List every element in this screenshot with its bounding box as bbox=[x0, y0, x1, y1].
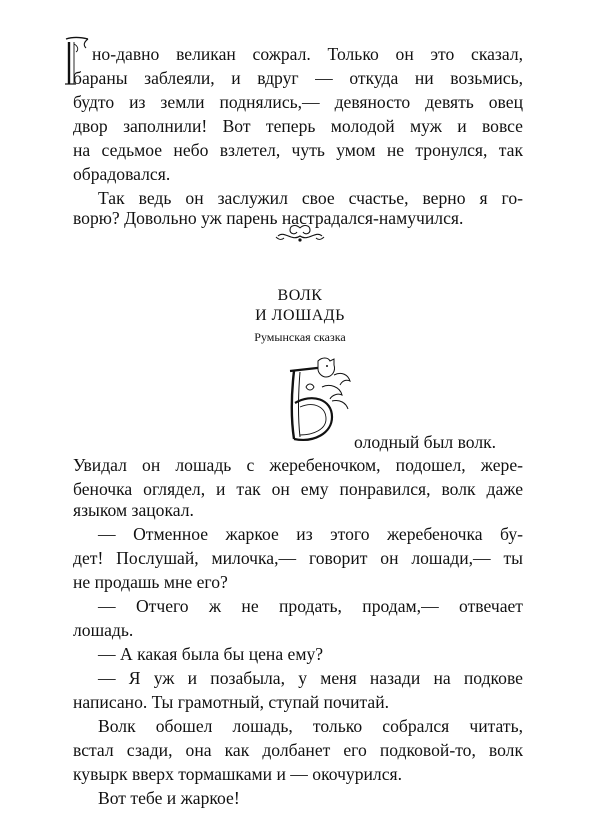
text-line: Увидал он лошадь с жеребеночком, подошел, жере- bbox=[73, 455, 523, 475]
text-line: — Я уж и позабыла, у меня назади на подкове bbox=[98, 668, 523, 688]
story-title-line1: ВОЛК bbox=[277, 287, 323, 304]
ornamental-initial-b-wolf bbox=[282, 357, 354, 447]
story-title-line2: И ЛОШАДЬ bbox=[255, 307, 345, 324]
text-line: двор заполнили! Вот теперь молодой муж и вовсе bbox=[73, 116, 523, 136]
text-line: но-давно великан сожрал. Только он это сказал, bbox=[92, 44, 523, 64]
text-line: — Отменное жаркое из этого жеребеночка бу- bbox=[98, 524, 523, 544]
text-line: языком зацокал. bbox=[73, 500, 194, 520]
ornament-divider-icon bbox=[270, 222, 330, 246]
text-line: встал сзади, она как долбанет его подковой-то, волк bbox=[73, 740, 523, 760]
text-line: Волк обошел лошадь, только собрался читать, bbox=[98, 716, 523, 736]
text-line: олодный был волк. bbox=[354, 432, 497, 452]
text-line: ворю? Довольно уж парень настрадался-намучился. bbox=[73, 208, 464, 228]
text-line: не продашь мне его? bbox=[73, 572, 228, 592]
text-line: беночка оглядел, и так он ему понравился, волк даже bbox=[73, 479, 523, 499]
text-line: на седьмое небо взлетел, чуть умом не тронулся, так bbox=[73, 140, 523, 160]
text-line: кувырк вверх тормашками и — окочурился. bbox=[73, 764, 403, 784]
text-line: Так ведь он заслужил свое счастье, верно я го- bbox=[98, 188, 523, 208]
text-line: будто из земли поднялись,— девяносто девять овец bbox=[73, 92, 523, 112]
text-line: обрадовался. bbox=[73, 164, 171, 184]
text-line: — Отчего ж не продать, продам,— отвечает bbox=[98, 596, 523, 616]
text-line: — А какая была бы цена ему? bbox=[98, 644, 324, 664]
story-subtitle: Румынская сказка bbox=[254, 330, 346, 344]
text-line: лошадь. bbox=[73, 620, 134, 640]
text-line: дет! Послушай, милочка,— говорит он лошади,— ты bbox=[73, 548, 523, 568]
text-line: бараны заблеяли, и вдруг — откуда ни возьмись, bbox=[73, 68, 523, 88]
text-line: написано. Ты грамотный, ступай почитай. bbox=[73, 692, 390, 712]
text-line: Вот тебе и жаркое! bbox=[98, 788, 240, 808]
